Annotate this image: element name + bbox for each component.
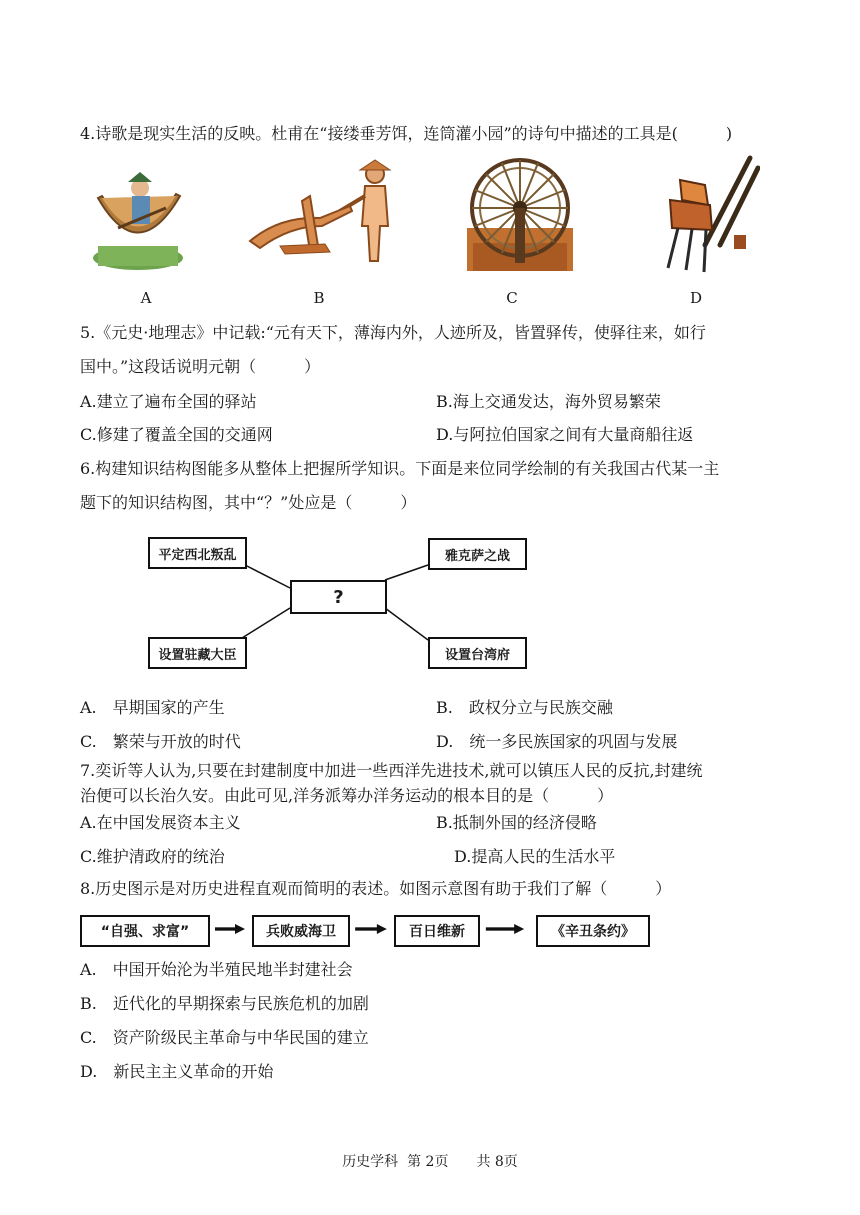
q8-option-c[interactable]: C. 资产阶级民主革命与中华民国的建立	[80, 1028, 369, 1047]
q6-option-a[interactable]: A. 早期国家的产生	[80, 698, 225, 717]
q6-stem-line1: 6.构建知识结构图能多从整体上把握所学知识。下面是来位同学绘制的有关我国古代某一主	[80, 459, 720, 478]
flow-step-1: “自强、求富”	[80, 915, 210, 947]
q5-option-a[interactable]: A.建立了遍布全国的驿站	[80, 392, 257, 411]
option-label-a: A	[140, 289, 152, 307]
q5-option-d[interactable]: D.与阿拉伯国家之间有大量商船往返	[436, 425, 694, 444]
arrow-right-icon	[212, 924, 248, 934]
diagram-bottom-left: 设置驻藏大臣	[148, 637, 247, 669]
q7-option-c[interactable]: C.维护清政府的统治	[80, 847, 225, 866]
q7-option-d[interactable]: D.提高人民的生活水平	[454, 847, 616, 866]
q7-stem-line2: 治便可以长治久安。由此可见,洋务派筹办洋务运动的根本目的是（ ）	[80, 786, 614, 805]
option-label-c: C	[506, 289, 518, 307]
q5-option-b[interactable]: B.海上交通发达，海外贸易繁荣	[436, 392, 661, 411]
flow-step-2: 兵败威海卫	[252, 915, 350, 947]
diagram-top-right: 雅克萨之战	[428, 538, 527, 570]
q6-option-b[interactable]: B. 政权分立与民族交融	[436, 698, 613, 717]
q8-option-a[interactable]: A. 中国开始沦为半殖民地半封建社会	[80, 960, 353, 979]
q7-stem-line1: 7.奕䜣等人认为,只要在封建制度中加进一些西洋先进技术,就可以镇压人民的反抗,封建统	[80, 761, 703, 780]
arrow-right-icon	[482, 924, 528, 934]
q6-stem-line2: 题下的知识结构图，其中“？”处应是（ ）	[80, 493, 417, 512]
q7-option-b[interactable]: B.抵制外国的经济侵略	[436, 813, 597, 832]
q7-option-a[interactable]: A.在中国发展资本主义	[80, 813, 241, 832]
option-label-d: D	[689, 289, 703, 307]
diagram-top-left: 平定西北叛乱	[148, 537, 247, 569]
option-label-b: B	[313, 289, 325, 307]
q8-stem: 8.历史图示是对历史进程直观而简明的表述。如图示意图有助于我们了解（ ）	[80, 879, 672, 898]
q6-option-d[interactable]: D. 统一多民族国家的巩固与发展	[436, 732, 678, 751]
diagram-bottom-right: 设置台湾府	[428, 637, 527, 669]
flow-step-4: 《辛丑条约》	[536, 915, 650, 947]
q8-option-d[interactable]: D. 新民主主义革命的开始	[80, 1062, 274, 1081]
q5-option-c[interactable]: C.修建了覆盖全国的交通网	[80, 425, 273, 444]
q4-stem: 4.诗歌是现实生活的反映。杜甫在“接缕垂芳饵，连筒灌小园”的诗句中描述的工具是( )	[80, 124, 733, 143]
q5-stem-line1: 5.《元史·地理志》中记载:“元有天下，薄海内外，人迹所及，皆置驿传，使驿往来，如行	[80, 323, 706, 342]
flow-step-3: 百日维新	[394, 915, 480, 947]
diagram-center: ?	[290, 580, 387, 614]
arrow-right-icon	[352, 924, 390, 934]
q8-option-b[interactable]: B. 近代化的早期探索与民族危机的加剧	[80, 994, 369, 1013]
q6-option-c[interactable]: C. 繁荣与开放的时代	[80, 732, 241, 751]
q5-stem-line2: 国中。”这段话说明元朝（ ）	[80, 357, 321, 376]
page-footer: 历史学科 第 2页 共 8页	[342, 1154, 518, 1170]
